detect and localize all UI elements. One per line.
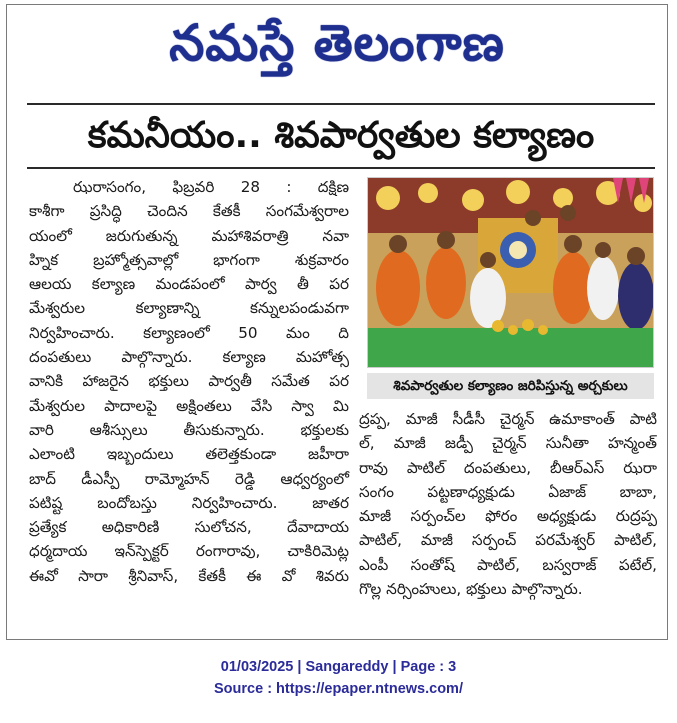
- article-line: ఎంపీ సంతోష్ పాటిల్, బస్వరాజ్ పటేల్,: [359, 555, 657, 574]
- headline: కమనీయం.. శివపార్వతుల కల్యాణం: [87, 115, 595, 156]
- article-line: దంపతులు పాల్గొన్నారు. కల్యాణ మహోత్స: [29, 348, 349, 367]
- article-line: వారి ఆశీస్సులు తీసుకున్నారు. భక్తులకు: [29, 420, 349, 439]
- article-line: ఎలాంటి ఇబ్బందులు తలెత్తకుండా జహీరా: [29, 445, 349, 464]
- article-line: సంగం పట్టణాధ్యక్షుడు ఏజాజ్ బాబా,: [359, 482, 657, 501]
- ceremony-photo: [367, 177, 654, 368]
- article-line: వానికి హాజరైన భక్తులు పార్వతీ సమేత పర: [29, 372, 349, 391]
- article-line: ఈవో సారా శ్రీనివాస్, కేతకీ ఈ వో శివరు: [29, 566, 349, 585]
- article-line: నిర్వహించారు. కల్యాణంలో 50 మం ది: [29, 323, 349, 342]
- article-line: మాజీ సర్పంచ్‌ల ఫోరం అధ్యక్షుడు రుద్రప్ప: [359, 507, 657, 526]
- article-line: రావు పాటిల్ దంపతులు, బీఆర్ఎస్ ఝరా: [359, 458, 657, 477]
- masthead-title: నమస్తే తెలంగాణ: [169, 14, 505, 72]
- article-line: యంలో జరుగుతున్న మహాశివరాత్రి నవా: [29, 226, 349, 245]
- article-line: ఝరాసంగం, ఫిబ్రవరి 28 : దక్షిణ: [73, 178, 349, 196]
- photo-caption: శివపార్వతుల కల్యాణం జరిపిస్తున్న అర్చకులు: [367, 373, 654, 399]
- article-line: పాటిల్, మాజీ సర్పంచ్ పరమేశ్వర్ పాటిల్,: [359, 531, 657, 550]
- article-line: బాద్ డీఎస్పీ రామ్మోహన్ రెడ్డి ఆధ్వర్యంలో: [29, 469, 349, 488]
- article-line: గొల్ల నర్సింహులు, భక్తులు పాల్గొన్నారు.: [359, 580, 583, 599]
- article-line: ప్రత్యేక అధికారిణి సులోచన, దేవాదాయ: [29, 518, 349, 537]
- article-line: మేశ్వరుల పాదాలపై అక్షింతలు వేసి స్వా మి: [29, 396, 349, 415]
- article-column-left: [29, 175, 349, 588]
- article-line: హ్నిక బ్రహ్మోత్సవాల్లో భాగంగా శుక్రవారం: [29, 250, 349, 269]
- article-line: ద్రప్ప, మాజీ సీడీసీ చైర్మన్ ఉమాకాంత్ పాటి: [359, 410, 657, 428]
- footer-date-edition: 01/03/2025 | Sangareddy | Page : 3: [220, 659, 457, 675]
- masthead: [7, 11, 667, 81]
- footer: [0, 656, 677, 700]
- article-line: ల్, మాజీ జడ్పీ చైర్మన్ సునీతా హన్మంత్: [359, 434, 657, 453]
- newspaper-clipping: [6, 4, 668, 640]
- headline-rule-bottom: [27, 167, 655, 169]
- article-column-right: [359, 407, 657, 601]
- article-line: పటిష్ట బందోబస్తు నిర్వహించారు. జాతర: [29, 493, 349, 512]
- article-line: మేశ్వరుల కల్యాణాన్ని కన్నులపండువగా: [29, 299, 349, 318]
- headline-rule-top: [27, 103, 655, 105]
- article-line: ధర్మదాయ ఇన్‌స్పెక్టర్ రంగారావు, చాకిరిమెట్ల: [29, 542, 349, 561]
- article-line: ఆలయ కల్యాణ మండపంలో పార్వ తీ పర: [29, 275, 349, 294]
- footer-source: Source : https://epaper.ntnews.com/: [214, 681, 463, 697]
- article-line: కాశీగా ప్రసిద్ధి చెందిన కేతకీ సంగమేశ్వరాల: [29, 202, 349, 221]
